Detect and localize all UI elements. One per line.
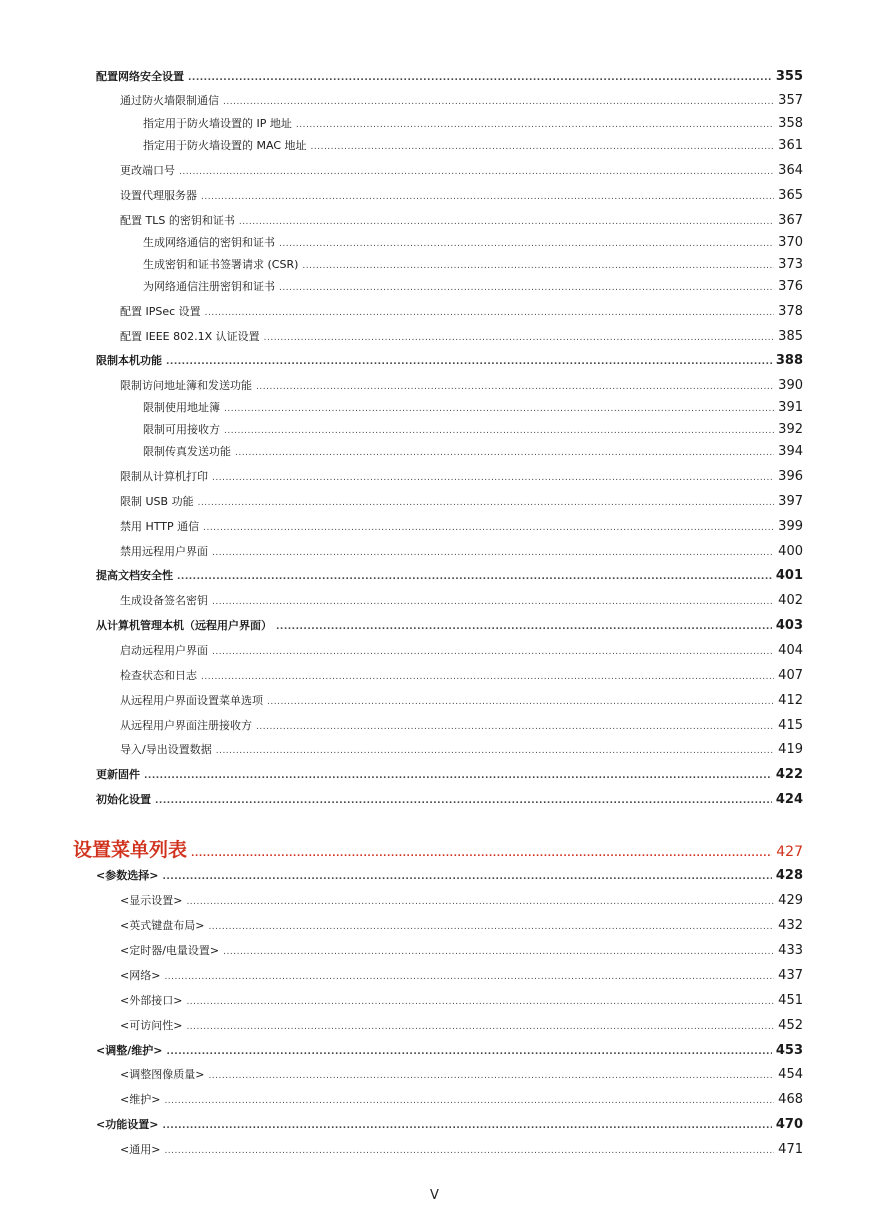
- toc-entry-page: 401: [775, 568, 803, 583]
- toc-entry-page: 378: [778, 304, 803, 319]
- toc-entry[interactable]: [120, 944, 803, 959]
- toc-entry-title: 限制从计算机打印: [120, 470, 208, 483]
- toc-entry[interactable]: [143, 401, 803, 416]
- dot-leader: [279, 237, 774, 251]
- toc-entry-page: 399: [778, 519, 803, 534]
- dot-leader: [223, 95, 774, 109]
- toc-entry[interactable]: [120, 379, 803, 394]
- dot-leader: [205, 306, 775, 320]
- dot-leader: [279, 281, 774, 295]
- toc-entry-title: 更新固件: [96, 768, 140, 781]
- dot-leader: [224, 402, 774, 416]
- toc-entry-page: 404: [778, 643, 803, 658]
- dot-leader: [203, 521, 774, 535]
- toc-entry[interactable]: [96, 869, 803, 884]
- dot-leader: [224, 424, 774, 438]
- toc-entry[interactable]: [120, 470, 803, 485]
- dot-leader: [198, 496, 775, 510]
- toc-entry-page: 357: [778, 93, 803, 108]
- toc-entry-title: 限制可用接收方: [143, 423, 220, 436]
- toc-entry-title: 配置 TLS 的密钥和证书: [120, 214, 235, 227]
- toc-entry-title: 限制本机功能: [96, 354, 162, 367]
- toc-entry[interactable]: [96, 768, 803, 783]
- toc-entry[interactable]: [143, 280, 803, 295]
- toc-entry[interactable]: [120, 694, 803, 709]
- toc-entry[interactable]: [120, 743, 803, 758]
- toc-entry-title: 设置代理服务器: [120, 189, 197, 202]
- toc-entry-page: 403: [775, 618, 803, 633]
- dot-leader: [212, 645, 774, 659]
- toc-entry-page: 397: [778, 494, 803, 509]
- dot-leader: [239, 215, 774, 229]
- toc-entry[interactable]: [143, 139, 803, 154]
- toc-entry-page: 451: [778, 993, 803, 1008]
- toc-entry[interactable]: [120, 495, 803, 510]
- dot-leader: [201, 190, 774, 204]
- toc-entry[interactable]: [96, 569, 803, 584]
- dot-leader: [223, 945, 774, 959]
- toc-entry-page: 468: [778, 1092, 803, 1107]
- toc-entry[interactable]: [96, 70, 803, 85]
- dot-leader: [188, 71, 772, 85]
- toc-entry-title: 为网络通信注册密钥和证书: [143, 280, 275, 293]
- toc-entry-title: <可访问性>: [120, 1019, 183, 1032]
- toc-entry-page: 424: [775, 792, 803, 807]
- toc-entry[interactable]: [120, 644, 803, 659]
- dot-leader: [191, 842, 772, 866]
- toc-entry-page: 454: [778, 1067, 803, 1082]
- toc-entry-page: 400: [778, 544, 803, 559]
- toc-entry[interactable]: [120, 520, 803, 535]
- toc-entry-page: 376: [778, 279, 803, 294]
- toc-entry-page: 419: [778, 742, 803, 757]
- toc-entry[interactable]: [120, 894, 803, 909]
- toc-entry-page: 427: [776, 844, 803, 860]
- toc-entry[interactable]: [120, 1068, 803, 1083]
- toc-entry-title: <调整图像质量>: [120, 1068, 205, 1081]
- toc-entry-page: 385: [778, 329, 803, 344]
- dot-leader: [208, 1069, 774, 1083]
- dot-leader: [256, 720, 774, 734]
- toc-entry[interactable]: [96, 354, 803, 369]
- dot-leader: [186, 895, 774, 909]
- toc-entry-title: 配置网络安全设置: [96, 70, 184, 83]
- toc-entry-title: <显示设置>: [120, 894, 183, 907]
- toc-entry-page: 394: [778, 444, 803, 459]
- toc-entry-title: <维护>: [120, 1093, 161, 1106]
- toc-entry[interactable]: [96, 1044, 803, 1059]
- dot-leader: [177, 570, 772, 584]
- toc-entry-page: 364: [778, 163, 803, 178]
- toc-entry-page: 433: [778, 943, 803, 958]
- toc-entry-page: 407: [778, 668, 803, 683]
- toc-entry-title: 限制访问地址簿和发送功能: [120, 379, 252, 392]
- toc-entry[interactable]: [143, 117, 803, 132]
- toc-entry-title: <外部接口>: [120, 994, 183, 1007]
- dot-leader: [144, 769, 772, 783]
- toc-entry[interactable]: [143, 423, 803, 438]
- dot-leader: [302, 259, 774, 273]
- toc-entry-page: 367: [778, 213, 803, 228]
- toc-entry-title: 生成设备签名密钥: [120, 594, 208, 607]
- toc-entry-page: 422: [775, 767, 803, 782]
- toc-entry[interactable]: [96, 619, 803, 634]
- toc-entry-title: 从远程用户界面注册接收方: [120, 719, 252, 732]
- dot-leader: [162, 870, 771, 884]
- toc-entry[interactable]: [120, 214, 803, 229]
- toc-entry-title: 禁用 HTTP 通信: [120, 520, 200, 533]
- toc-entry[interactable]: [120, 594, 803, 609]
- dot-leader: [212, 595, 774, 609]
- toc-entry-title: <通用>: [120, 1143, 161, 1156]
- dot-leader: [276, 620, 772, 634]
- toc-entry[interactable]: [120, 1093, 803, 1108]
- toc-entry-title: 指定用于防火墙设置的 MAC 地址: [143, 139, 307, 152]
- toc-entry-page: 415: [778, 718, 803, 733]
- toc-entry-title: <网络>: [120, 969, 161, 982]
- toc-entry-title: 检查状态和日志: [120, 669, 197, 682]
- dot-leader: [166, 355, 772, 369]
- toc-entry[interactable]: [143, 258, 803, 273]
- toc-entry[interactable]: [120, 189, 803, 204]
- toc-entry-page: 365: [778, 188, 803, 203]
- toc-entry[interactable]: [120, 94, 803, 109]
- dot-leader: [311, 140, 775, 154]
- dot-leader: [179, 165, 774, 179]
- toc-entry-title: 配置 IPSec 设置: [120, 305, 201, 318]
- toc-entry-page: 370: [778, 235, 803, 250]
- toc-entry-title: 生成密钥和证书签署请求 (CSR): [143, 258, 299, 271]
- dot-leader: [208, 920, 774, 934]
- dot-leader: [186, 1020, 774, 1034]
- toc-entry-title: 限制使用地址簿: [143, 401, 220, 414]
- toc-entry[interactable]: [120, 969, 803, 984]
- dot-leader: [296, 118, 774, 132]
- toc-entry[interactable]: [120, 1143, 803, 1158]
- dot-leader: [264, 331, 775, 345]
- toc-entry[interactable]: [120, 669, 803, 684]
- toc-entry[interactable]: [120, 719, 803, 734]
- toc-entry-page: 429: [778, 893, 803, 908]
- dot-leader: [256, 380, 774, 394]
- toc-entry[interactable]: [120, 305, 803, 320]
- toc-entry-title: 初始化设置: [96, 793, 151, 806]
- toc-entry-page: 390: [778, 378, 803, 393]
- dot-leader: [212, 546, 774, 560]
- toc-entry-page: 396: [778, 469, 803, 484]
- toc-entry-title: 从远程用户界面设置菜单选项: [120, 694, 263, 707]
- dot-leader: [164, 1094, 774, 1108]
- toc-entry-page: 470: [775, 1117, 803, 1132]
- dot-leader: [186, 995, 774, 1009]
- toc-entry-title: <功能设置>: [96, 1118, 159, 1131]
- toc-entry[interactable]: [96, 793, 803, 808]
- toc-entry[interactable]: [120, 545, 803, 560]
- toc-entry-page: 388: [775, 353, 803, 368]
- toc-entry-page: 402: [778, 593, 803, 608]
- toc-entry-title: 提高文档安全性: [96, 569, 173, 582]
- dot-leader: [164, 970, 774, 984]
- dot-leader: [164, 1144, 774, 1158]
- toc-entry-page: 358: [778, 116, 803, 131]
- toc-entry-title: <调整/维护>: [96, 1044, 163, 1057]
- toc-entry-page: 391: [778, 400, 803, 415]
- toc-entry[interactable]: [143, 236, 803, 251]
- toc-entry-page: 432: [778, 918, 803, 933]
- toc-entry[interactable]: [120, 919, 803, 934]
- toc-entry[interactable]: [143, 445, 803, 460]
- dot-leader: [235, 446, 774, 460]
- dot-leader: [155, 794, 772, 808]
- toc-entry-page: 361: [778, 138, 803, 153]
- toc-entry-page: 412: [778, 693, 803, 708]
- toc-entry-title: 从计算机管理本机（远程用户界面）: [96, 619, 272, 632]
- toc-entry-page: 452: [778, 1018, 803, 1033]
- toc-entry-title: <参数选择>: [96, 869, 159, 882]
- toc-entry-title: 限制 USB 功能: [120, 495, 194, 508]
- toc-entry-title: 禁用远程用户界面: [120, 545, 208, 558]
- toc-entry-title: 配置 IEEE 802.1X 认证设置: [120, 330, 260, 343]
- toc-entry-page: 392: [778, 422, 803, 437]
- dot-leader: [201, 670, 774, 684]
- toc-entry-title: 导入/导出设置数据: [120, 743, 212, 756]
- toc-entry[interactable]: [120, 994, 803, 1009]
- toc-entry-title: 更改端口号: [120, 164, 175, 177]
- toc-entry-title: 生成网络通信的密钥和证书: [143, 236, 275, 249]
- toc-entry[interactable]: [120, 1019, 803, 1034]
- dot-leader: [162, 1119, 771, 1133]
- dot-leader: [212, 471, 774, 485]
- dot-leader: [216, 744, 774, 758]
- toc-entry[interactable]: [96, 1118, 803, 1133]
- toc-entry-page: 437: [778, 968, 803, 983]
- toc-entry-page: 428: [775, 868, 803, 883]
- toc-entry-page: 471: [778, 1142, 803, 1157]
- toc-entry-title: 启动远程用户界面: [120, 644, 208, 657]
- page-number: V: [430, 1188, 439, 1203]
- toc-entry-title: <英式键盘布局>: [120, 919, 205, 932]
- dot-leader: [267, 695, 774, 709]
- toc-entry-title: 指定用于防火墙设置的 IP 地址: [143, 117, 292, 130]
- toc-entry-page: 355: [775, 69, 803, 84]
- toc-entry-title: 通过防火墙限制通信: [120, 94, 219, 107]
- toc-entry-page: 453: [775, 1043, 803, 1058]
- dot-leader: [166, 1045, 771, 1059]
- toc-entry-title: 设置菜单列表: [73, 839, 188, 861]
- toc-entry[interactable]: [120, 330, 803, 345]
- toc-entry-page: 373: [778, 257, 803, 272]
- toc-entry-title: 限制传真发送功能: [143, 445, 231, 458]
- toc-chapter-entry[interactable]: [73, 838, 803, 866]
- toc-entry-title: <定时器/电量设置>: [120, 944, 220, 957]
- toc-entry[interactable]: [120, 164, 803, 179]
